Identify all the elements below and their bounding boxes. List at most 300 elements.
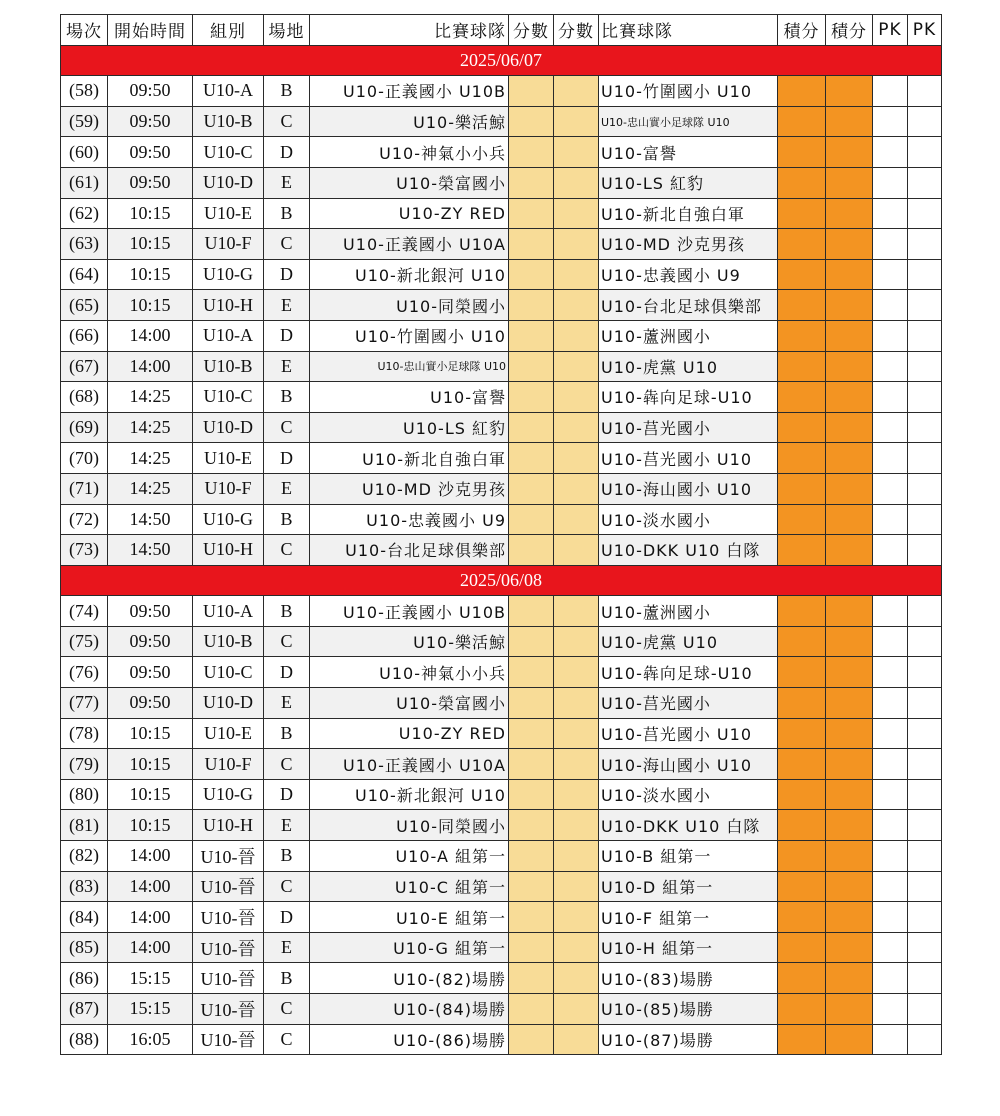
pk-away-cell[interactable] (908, 871, 942, 902)
header-score-away: 分數 (554, 15, 599, 46)
points-away-cell[interactable] (826, 688, 873, 719)
points-away-cell[interactable] (826, 657, 873, 688)
start-time: 09:50 (108, 167, 193, 198)
score-away-cell[interactable] (554, 259, 599, 290)
match-row (61, 290, 942, 321)
start-time: 09:50 (108, 137, 193, 168)
points-away-cell[interactable] (826, 1024, 873, 1055)
match-number: (80) (61, 779, 108, 810)
away-team: U10-DKK U10 白隊 (599, 810, 778, 841)
header-pk-home: PK (873, 15, 908, 46)
home-team: U10-A 組第一 (310, 841, 509, 872)
away-team: U10-MD 沙克男孩 (599, 229, 778, 260)
score-home-cell[interactable] (509, 76, 554, 107)
away-team: U10-莒光國小 (599, 412, 778, 443)
points-away-cell[interactable] (826, 963, 873, 994)
points-home-cell[interactable] (778, 810, 826, 841)
pk-home-cell[interactable] (873, 106, 908, 137)
pk-home-cell[interactable] (873, 473, 908, 504)
points-away-cell[interactable] (826, 535, 873, 566)
group: U10-D (193, 167, 264, 198)
start-time: 14:25 (108, 382, 193, 413)
points-home-cell[interactable] (778, 412, 826, 443)
match-row (61, 106, 942, 137)
schedule-body (61, 45, 942, 1055)
score-home-cell[interactable] (509, 779, 554, 810)
score-away-cell[interactable] (554, 382, 599, 413)
header-team-home: 比賽球隊 (310, 15, 509, 46)
points-home-cell[interactable] (778, 535, 826, 566)
group: U10-C (193, 382, 264, 413)
match-row (61, 473, 942, 504)
start-time: 10:15 (108, 810, 193, 841)
away-team: U10-(85)場勝 (599, 994, 778, 1025)
group: U10-H (193, 535, 264, 566)
score-away-cell[interactable] (554, 106, 599, 137)
pk-home-cell[interactable] (873, 1024, 908, 1055)
date-label: 2025/06/08 (61, 565, 942, 596)
pk-home-cell[interactable] (873, 871, 908, 902)
pk-away-cell[interactable] (908, 167, 942, 198)
pk-away-cell[interactable] (908, 290, 942, 321)
score-home-cell[interactable] (509, 657, 554, 688)
away-team: U10-海山國小 U10 (599, 473, 778, 504)
pk-home-cell[interactable] (873, 290, 908, 321)
venue: E (264, 688, 310, 719)
score-away-cell[interactable] (554, 963, 599, 994)
pk-away-cell[interactable] (908, 504, 942, 535)
pk-home-cell[interactable] (873, 504, 908, 535)
pk-away-cell[interactable] (908, 596, 942, 627)
away-team: U10-蘆洲國小 (599, 320, 778, 351)
home-team: U10-正義國小 U10A (310, 749, 509, 780)
score-away-cell[interactable] (554, 320, 599, 351)
points-away-cell[interactable] (826, 810, 873, 841)
points-home-cell[interactable] (778, 596, 826, 627)
header-row (61, 15, 942, 46)
points-away-cell[interactable] (826, 626, 873, 657)
score-away-cell[interactable] (554, 841, 599, 872)
pk-away-cell[interactable] (908, 902, 942, 933)
venue: B (264, 841, 310, 872)
venue: C (264, 749, 310, 780)
pk-home-cell[interactable] (873, 902, 908, 933)
match-number: (87) (61, 994, 108, 1025)
points-away-cell[interactable] (826, 412, 873, 443)
points-away-cell[interactable] (826, 137, 873, 168)
match-number: (70) (61, 443, 108, 474)
home-team: U10-G 組第一 (310, 932, 509, 963)
match-number: (61) (61, 167, 108, 198)
group: U10-B (193, 351, 264, 382)
score-away-cell[interactable] (554, 596, 599, 627)
match-row (61, 963, 942, 994)
home-team: U10-同榮國小 (310, 810, 509, 841)
score-away-cell[interactable] (554, 779, 599, 810)
score-home-cell[interactable] (509, 167, 554, 198)
score-home-cell[interactable] (509, 871, 554, 902)
match-row (61, 535, 942, 566)
venue: E (264, 932, 310, 963)
home-team: U10-LS 紅豹 (310, 412, 509, 443)
pk-home-cell[interactable] (873, 657, 908, 688)
points-home-cell[interactable] (778, 229, 826, 260)
score-home-cell[interactable] (509, 1024, 554, 1055)
pk-home-cell[interactable] (873, 137, 908, 168)
score-home-cell[interactable] (509, 198, 554, 229)
score-home-cell[interactable] (509, 902, 554, 933)
home-team: U10-(84)場勝 (310, 994, 509, 1025)
group: U10-E (193, 718, 264, 749)
away-team: U10-淡水國小 (599, 779, 778, 810)
points-home-cell[interactable] (778, 902, 826, 933)
start-time: 10:15 (108, 749, 193, 780)
match-number: (83) (61, 871, 108, 902)
pk-away-cell[interactable] (908, 932, 942, 963)
score-home-cell[interactable] (509, 443, 554, 474)
match-number: (67) (61, 351, 108, 382)
pk-home-cell[interactable] (873, 351, 908, 382)
match-number: (62) (61, 198, 108, 229)
match-number: (84) (61, 902, 108, 933)
venue: B (264, 76, 310, 107)
pk-away-cell[interactable] (908, 657, 942, 688)
pk-away-cell[interactable] (908, 229, 942, 260)
score-home-cell[interactable] (509, 504, 554, 535)
pk-home-cell[interactable] (873, 198, 908, 229)
pk-home-cell[interactable] (873, 749, 908, 780)
score-away-cell[interactable] (554, 504, 599, 535)
pk-home-cell[interactable] (873, 626, 908, 657)
pk-home-cell[interactable] (873, 596, 908, 627)
pk-away-cell[interactable] (908, 810, 942, 841)
match-number: (82) (61, 841, 108, 872)
match-number: (58) (61, 76, 108, 107)
pk-home-cell[interactable] (873, 688, 908, 719)
score-home-cell[interactable] (509, 626, 554, 657)
pk-away-cell[interactable] (908, 1024, 942, 1055)
pk-away-cell[interactable] (908, 994, 942, 1025)
points-away-cell[interactable] (826, 76, 873, 107)
header-points-away: 積分 (826, 15, 873, 46)
points-home-cell[interactable] (778, 994, 826, 1025)
pk-home-cell[interactable] (873, 841, 908, 872)
points-home-cell[interactable] (778, 351, 826, 382)
home-team: U10-忠義國小 U9 (310, 504, 509, 535)
points-away-cell[interactable] (826, 167, 873, 198)
points-home-cell[interactable] (778, 626, 826, 657)
pk-home-cell[interactable] (873, 779, 908, 810)
start-time: 14:00 (108, 841, 193, 872)
points-home-cell[interactable] (778, 718, 826, 749)
match-row (61, 841, 942, 872)
venue: B (264, 382, 310, 413)
header-match-no: 場次 (61, 15, 108, 46)
score-home-cell[interactable] (509, 963, 554, 994)
score-home-cell[interactable] (509, 535, 554, 566)
away-team: U10-淡水國小 (599, 504, 778, 535)
points-away-cell[interactable] (826, 351, 873, 382)
match-number: (78) (61, 718, 108, 749)
match-number: (73) (61, 535, 108, 566)
score-away-cell[interactable] (554, 137, 599, 168)
pk-home-cell[interactable] (873, 382, 908, 413)
points-home-cell[interactable] (778, 657, 826, 688)
score-away-cell[interactable] (554, 718, 599, 749)
score-home-cell[interactable] (509, 259, 554, 290)
pk-away-cell[interactable] (908, 841, 942, 872)
match-number: (75) (61, 626, 108, 657)
points-away-cell[interactable] (826, 229, 873, 260)
pk-away-cell[interactable] (908, 106, 942, 137)
pk-away-cell[interactable] (908, 198, 942, 229)
points-away-cell[interactable] (826, 504, 873, 535)
pk-home-cell[interactable] (873, 994, 908, 1025)
start-time: 15:15 (108, 963, 193, 994)
venue: E (264, 290, 310, 321)
score-home-cell[interactable] (509, 596, 554, 627)
points-away-cell[interactable] (826, 259, 873, 290)
match-number: (63) (61, 229, 108, 260)
score-away-cell[interactable] (554, 290, 599, 321)
start-time: 09:50 (108, 106, 193, 137)
start-time: 09:50 (108, 76, 193, 107)
home-team: U10-新北銀河 U10 (310, 779, 509, 810)
score-home-cell[interactable] (509, 810, 554, 841)
score-away-cell[interactable] (554, 443, 599, 474)
points-home-cell[interactable] (778, 382, 826, 413)
venue: E (264, 473, 310, 504)
score-home-cell[interactable] (509, 841, 554, 872)
pk-away-cell[interactable] (908, 718, 942, 749)
score-away-cell[interactable] (554, 76, 599, 107)
score-home-cell[interactable] (509, 229, 554, 260)
points-home-cell[interactable] (778, 167, 826, 198)
start-time: 10:15 (108, 229, 193, 260)
score-away-cell[interactable] (554, 198, 599, 229)
pk-away-cell[interactable] (908, 688, 942, 719)
points-home-cell[interactable] (778, 871, 826, 902)
points-home-cell[interactable] (778, 779, 826, 810)
score-home-cell[interactable] (509, 290, 554, 321)
pk-away-cell[interactable] (908, 626, 942, 657)
match-number: (68) (61, 382, 108, 413)
points-away-cell[interactable] (826, 198, 873, 229)
score-away-cell[interactable] (554, 1024, 599, 1055)
venue: C (264, 412, 310, 443)
score-home-cell[interactable] (509, 749, 554, 780)
pk-away-cell[interactable] (908, 320, 942, 351)
home-team: U10-同榮國小 (310, 290, 509, 321)
pk-home-cell[interactable] (873, 412, 908, 443)
score-home-cell[interactable] (509, 382, 554, 413)
points-away-cell[interactable] (826, 749, 873, 780)
match-number: (77) (61, 688, 108, 719)
pk-home-cell[interactable] (873, 229, 908, 260)
group: U10-G (193, 504, 264, 535)
away-team: U10-F 組第一 (599, 902, 778, 933)
start-time: 15:15 (108, 994, 193, 1025)
score-away-cell[interactable] (554, 229, 599, 260)
pk-home-cell[interactable] (873, 320, 908, 351)
score-away-cell[interactable] (554, 167, 599, 198)
pk-home-cell[interactable] (873, 963, 908, 994)
away-team: U10-富譽 (599, 137, 778, 168)
score-home-cell[interactable] (509, 351, 554, 382)
score-away-cell[interactable] (554, 351, 599, 382)
score-away-cell[interactable] (554, 810, 599, 841)
match-row (61, 749, 942, 780)
date-row (61, 565, 942, 596)
points-away-cell[interactable] (826, 994, 873, 1025)
pk-away-cell[interactable] (908, 749, 942, 780)
score-away-cell[interactable] (554, 657, 599, 688)
home-team: U10-ZY RED (310, 718, 509, 749)
pk-away-cell[interactable] (908, 259, 942, 290)
match-row (61, 229, 942, 260)
pk-away-cell[interactable] (908, 412, 942, 443)
points-home-cell[interactable] (778, 76, 826, 107)
pk-away-cell[interactable] (908, 473, 942, 504)
score-home-cell[interactable] (509, 688, 554, 719)
points-home-cell[interactable] (778, 473, 826, 504)
points-away-cell[interactable] (826, 290, 873, 321)
pk-away-cell[interactable] (908, 443, 942, 474)
match-row (61, 810, 942, 841)
points-home-cell[interactable] (778, 106, 826, 137)
points-away-cell[interactable] (826, 106, 873, 137)
points-away-cell[interactable] (826, 779, 873, 810)
pk-away-cell[interactable] (908, 963, 942, 994)
points-away-cell[interactable] (826, 320, 873, 351)
home-team: U10-台北足球俱樂部 (310, 535, 509, 566)
pk-home-cell[interactable] (873, 167, 908, 198)
pk-away-cell[interactable] (908, 137, 942, 168)
points-away-cell[interactable] (826, 902, 873, 933)
points-home-cell[interactable] (778, 1024, 826, 1055)
venue: C (264, 871, 310, 902)
start-time: 10:15 (108, 779, 193, 810)
score-away-cell[interactable] (554, 473, 599, 504)
start-time: 09:50 (108, 626, 193, 657)
points-home-cell[interactable] (778, 137, 826, 168)
score-away-cell[interactable] (554, 932, 599, 963)
pk-home-cell[interactable] (873, 810, 908, 841)
match-row (61, 718, 942, 749)
venue: B (264, 596, 310, 627)
start-time: 16:05 (108, 1024, 193, 1055)
points-home-cell[interactable] (778, 504, 826, 535)
group: U10-E (193, 443, 264, 474)
match-row (61, 198, 942, 229)
score-away-cell[interactable] (554, 535, 599, 566)
venue: B (264, 718, 310, 749)
match-number: (59) (61, 106, 108, 137)
pk-away-cell[interactable] (908, 382, 942, 413)
match-row (61, 871, 942, 902)
match-row (61, 351, 942, 382)
points-away-cell[interactable] (826, 841, 873, 872)
points-home-cell[interactable] (778, 963, 826, 994)
points-home-cell[interactable] (778, 320, 826, 351)
home-team: U10-正義國小 U10B (310, 76, 509, 107)
points-home-cell[interactable] (778, 688, 826, 719)
points-home-cell[interactable] (778, 198, 826, 229)
points-home-cell[interactable] (778, 932, 826, 963)
pk-home-cell[interactable] (873, 932, 908, 963)
score-home-cell[interactable] (509, 994, 554, 1025)
venue: D (264, 259, 310, 290)
score-away-cell[interactable] (554, 994, 599, 1025)
points-home-cell[interactable] (778, 259, 826, 290)
score-home-cell[interactable] (509, 106, 554, 137)
points-away-cell[interactable] (826, 932, 873, 963)
group: U10-H (193, 810, 264, 841)
score-away-cell[interactable] (554, 749, 599, 780)
match-row (61, 167, 942, 198)
points-away-cell[interactable] (826, 718, 873, 749)
score-home-cell[interactable] (509, 932, 554, 963)
points-away-cell[interactable] (826, 473, 873, 504)
pk-away-cell[interactable] (908, 535, 942, 566)
pk-home-cell[interactable] (873, 76, 908, 107)
points-away-cell[interactable] (826, 443, 873, 474)
group: U10-晉 (193, 1024, 264, 1055)
match-number: (74) (61, 596, 108, 627)
points-home-cell[interactable] (778, 443, 826, 474)
match-number: (72) (61, 504, 108, 535)
points-away-cell[interactable] (826, 871, 873, 902)
points-home-cell[interactable] (778, 749, 826, 780)
score-away-cell[interactable] (554, 902, 599, 933)
pk-home-cell[interactable] (873, 259, 908, 290)
points-away-cell[interactable] (826, 382, 873, 413)
pk-away-cell[interactable] (908, 76, 942, 107)
score-home-cell[interactable] (509, 412, 554, 443)
venue: E (264, 351, 310, 382)
score-away-cell[interactable] (554, 626, 599, 657)
match-row (61, 1024, 942, 1055)
match-row (61, 626, 942, 657)
group: U10-晉 (193, 841, 264, 872)
home-team: U10-富譽 (310, 382, 509, 413)
header-points-home: 積分 (778, 15, 826, 46)
away-team: U10-莒光國小 U10 (599, 718, 778, 749)
pk-home-cell[interactable] (873, 718, 908, 749)
away-team: U10-犇向足球-U10 (599, 657, 778, 688)
score-home-cell[interactable] (509, 320, 554, 351)
pk-away-cell[interactable] (908, 779, 942, 810)
pk-away-cell[interactable] (908, 351, 942, 382)
score-home-cell[interactable] (509, 473, 554, 504)
score-home-cell[interactable] (509, 718, 554, 749)
away-team: U10-忠義國小 U9 (599, 259, 778, 290)
points-home-cell[interactable] (778, 290, 826, 321)
score-home-cell[interactable] (509, 137, 554, 168)
points-away-cell[interactable] (826, 596, 873, 627)
score-away-cell[interactable] (554, 688, 599, 719)
group: U10-G (193, 259, 264, 290)
score-away-cell[interactable] (554, 412, 599, 443)
match-number: (71) (61, 473, 108, 504)
pk-home-cell[interactable] (873, 443, 908, 474)
start-time: 14:00 (108, 320, 193, 351)
away-team: U10-(83)場勝 (599, 963, 778, 994)
pk-home-cell[interactable] (873, 535, 908, 566)
away-team: U10-台北足球俱樂部 (599, 290, 778, 321)
points-home-cell[interactable] (778, 841, 826, 872)
score-away-cell[interactable] (554, 871, 599, 902)
